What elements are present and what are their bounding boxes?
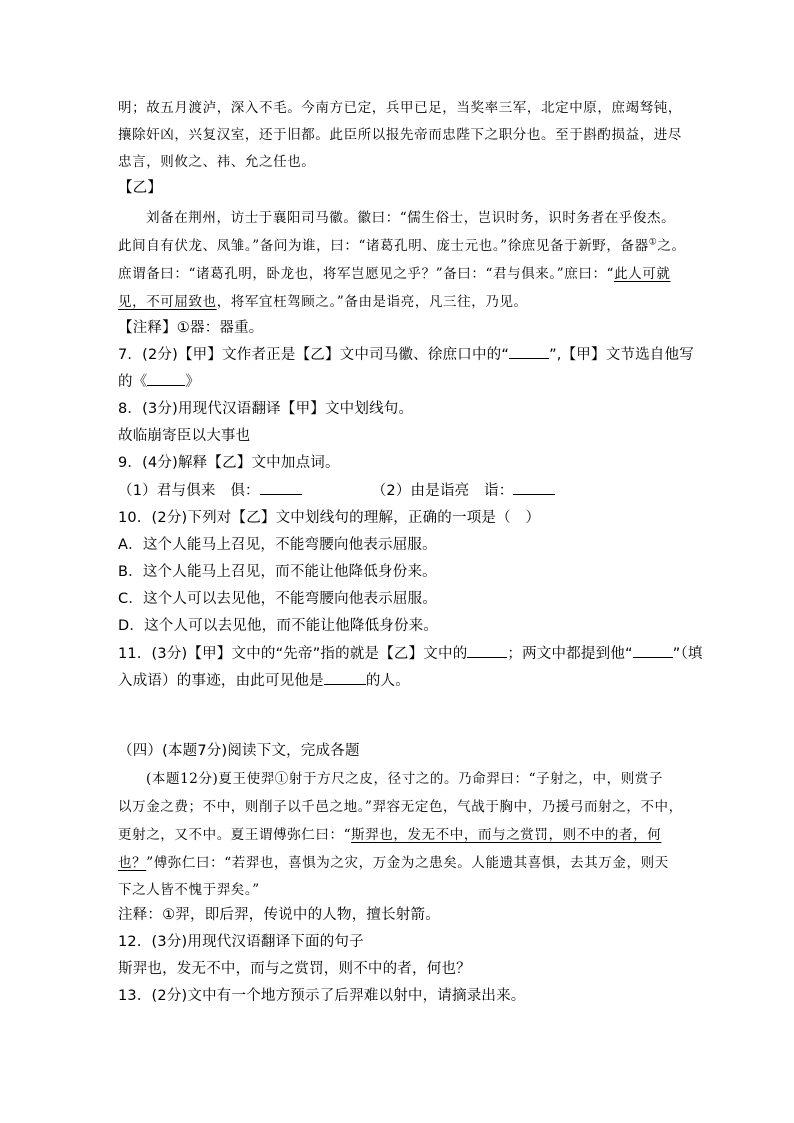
yi-text-line-3: 庶谓备曰：“诸葛孔明，卧龙也，将军岂愿见之乎？”备曰：“君与俱来。”庶曰：“此人可就 (118, 266, 671, 282)
jia-text-line-2: 攘除奸凶，兴复汉室，还于旧都。此臣所以报先帝而忠陛下之职分也。至于斟酌损益，进尽 (118, 127, 682, 143)
answer-blank[interactable] (513, 482, 555, 495)
part4-heading: （四）(本题7分)阅读下文，完成各题 (118, 743, 360, 759)
part4-text-line-3: 更射之，又不中。夏王谓傅弥仁曰：“斯羿也，发无不中，而与之赏罚，则不中的者，何 (118, 827, 662, 843)
footnote-marker: ① (648, 237, 658, 248)
question-9-items: （1）君与俱来 俱： （2）由是诣亮 诣： (118, 479, 555, 500)
question-11-cont: 入成语）的事迹，由此可见他是 的人。 (118, 673, 410, 689)
jia-text-line-1: 明；故五月渡泸，深入不毛。今南方已定，兵甲已足，当奖率三军，北定中原，庶竭驽钝， (118, 100, 682, 116)
option-a[interactable]: A．这个人能马上召见，不能弯腰向他表示屈服。 (118, 537, 437, 553)
part4-text-line-1: (本题12分)夏王使羿①射于方尺之皮，径寸之的。乃命羿曰：“子射之，中，则赏子 (146, 771, 664, 787)
question-11: 11．(3分)【甲】文中的“先帝”指的就是【乙】文中的 ；两文中都提到他“ ”（填 (118, 646, 703, 662)
yi-text-line-1: 刘备在荆州，访士于襄阳司马徽。徽曰：“儒生俗士，岂识时务，识时务者在乎俊杰。 (146, 210, 676, 226)
answer-blank[interactable] (324, 672, 366, 685)
yi-text-line-4: 见，不可屈致也，将军宜枉驾顾之。”备由是诣亮，凡三往，乃见。 (118, 294, 528, 310)
underlined-sentence-cont: 也？ (118, 855, 147, 871)
question-7: 7．(2分)【甲】文作者正是【乙】文中司马徽、徐庶口中的“ ”,【甲】文节选自他写 (118, 347, 694, 363)
option-c[interactable]: C．这个人可以去见他，不能弯腰向他表示屈服。 (118, 591, 438, 607)
option-d[interactable]: D．这个人可以去见他，而不能让他降低身份来。 (118, 618, 439, 634)
answer-blank[interactable] (260, 482, 302, 495)
question-7-cont: 的《 》 (118, 374, 201, 390)
question-13: 13．(2分)文中有一个地方预示了后羿难以射中，请摘录出来。 (118, 988, 526, 1004)
yi-text-line-2: 此间自有伏龙、凤雏。”备问为谁，曰：“诸葛孔明、庞士元也。”徐庶见备于新野，备器①之。 (118, 237, 686, 254)
part4-text-line-2: 以万金之费；不中，则削子以千邑之地。”羿容无定色，气战于胸中，乃援弓而射之，不中， (118, 799, 683, 815)
question-9: 9．(4分)解释【乙】文中加点词。 (118, 455, 340, 471)
jia-text-line-3: 忠言，则攸之、祎、允之任也。 (118, 154, 316, 170)
part4-text-line-4: 也？”傅弥仁曰：“若羿也，喜惧为之灾，万金为之患矣。人能遗其喜惧，去其万金，则天 (118, 855, 669, 871)
question-8: 8．(3分)用现代汉语翻译【甲】文中划线句。 (118, 401, 414, 417)
underlined-sentence: 斯羿也，发无不中，而与之赏罚，则不中的者，何 (351, 827, 662, 843)
question-12-sentence: 斯羿也，发无不中，而与之赏罚，则不中的者，何也？ (118, 961, 471, 977)
answer-blank[interactable] (147, 373, 185, 386)
question-12: 12．(3分)用现代汉语翻译下面的句子 (118, 934, 364, 950)
part4-note: 注释：①羿，即后羿，传说中的人物，擅长射箭。 (118, 907, 440, 923)
option-b[interactable]: B．这个人能马上召见，而不能让他降低身份来。 (118, 564, 437, 580)
question-10: 10．(2分)下列对【乙】文中划线句的理解，正确的一项是（ ） (118, 510, 541, 526)
answer-blank[interactable] (467, 645, 507, 658)
question-8-sentence: 故临崩寄臣以大事也 (118, 428, 251, 444)
yi-heading: 【乙】 (118, 180, 163, 196)
underlined-sentence-cont: 见，不可屈致也 (118, 294, 217, 310)
yi-note: 【注释】①器：器重。 (118, 320, 264, 336)
part4-text-line-5: 下之人皆不愧于羿矣。” (118, 882, 260, 898)
answer-blank[interactable] (509, 346, 549, 359)
answer-blank[interactable] (633, 645, 673, 658)
underlined-sentence: 此人可就 (614, 266, 671, 282)
